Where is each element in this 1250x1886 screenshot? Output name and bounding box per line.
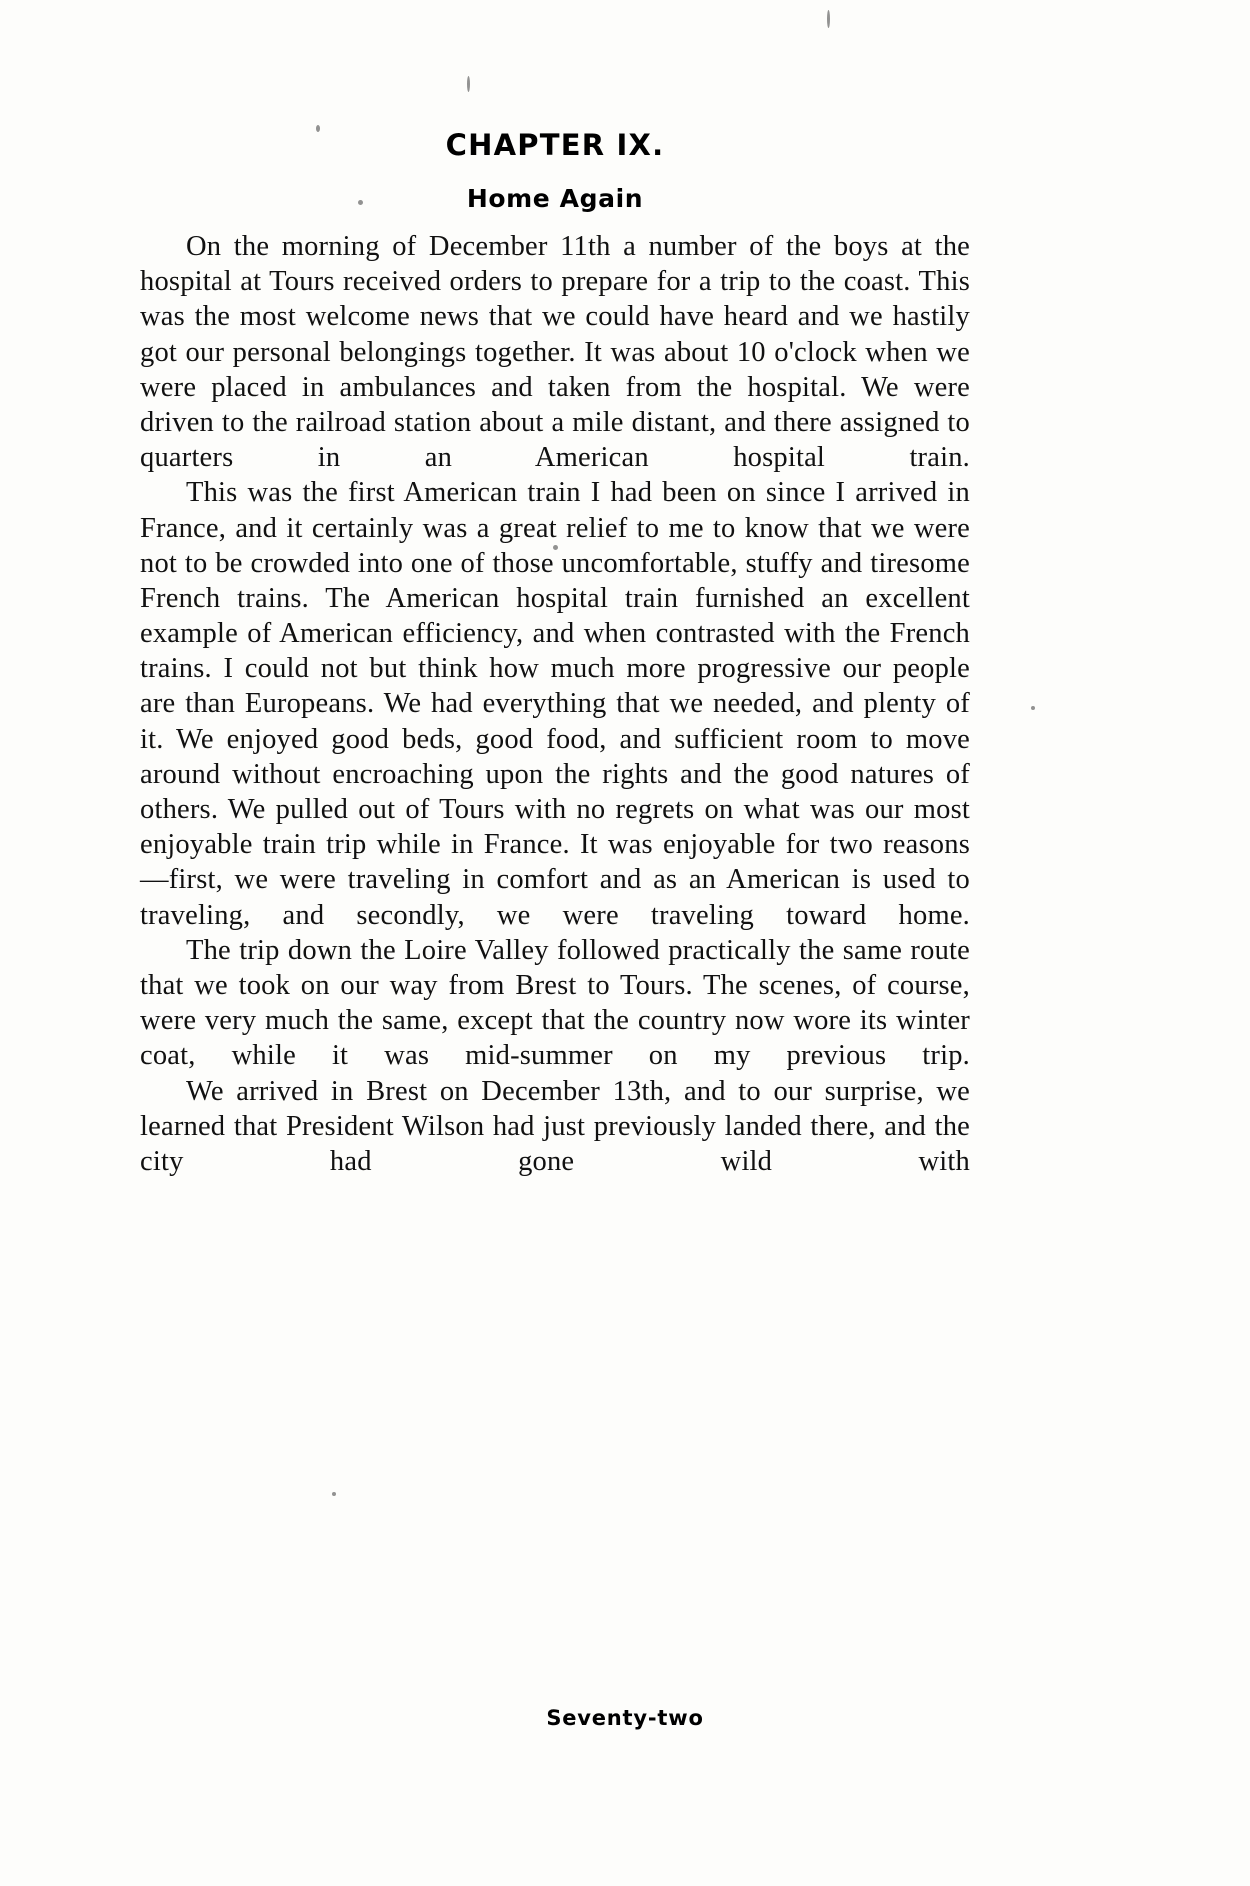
page-content (140, 128, 970, 1179)
chapter-subtitle: Home Again (466, 184, 644, 213)
paragraph: We arrived in Brest on December 13th, and to our surprise, we learned that President Wilson had just previously landed there, and the city had gone wild with (140, 1075, 970, 1177)
page-title: CHAPTER IX. (445, 128, 665, 162)
scan-speck (332, 1492, 336, 1496)
scan-speck (827, 10, 830, 28)
scan-speck (1031, 706, 1035, 710)
paragraph: On the morning of December 11th a number of the boys at the hospital at Tours received orders to prepare for a trip to the coast. This was the most welcome news that we could have heard and we hastily got our personal belongings together. It was about 10 o'clock when we were placed in ambulances and taken from the hospital. We were driven to the railroad station about a mile distant, and there assigned to quarters in an American hospital train. (140, 231, 970, 474)
scan-speck (467, 76, 470, 92)
page-number: Seventy-two (546, 1706, 704, 1730)
paragraph: This was the first American train I had been on since I arrived in France, and it certainly was a great relief to me to know that we were not to be crowded into one of those uncomfortable, stuffy and tiresome French trains. The American hospital train furnished an excellent example of American efficiency, and when contrasted with the French trains. I could not but think how much more progressive our people are than Europeans. We had everything that we needed, and plenty of it. We enjoyed good beds, good food, and sufficient room to move around without encroaching upon the rights and the good natures of others. We pulled out of Tours with no regrets on what was our most enjoyable train trip while in France. It was enjoyable for two reasons—first, we were traveling in comfort and as an American is used to traveling, and secondly, we were traveling toward home. (140, 477, 970, 931)
paragraph: The trip down the Loire Valley followed practically the same route that we took on our way from Brest to Tours. The scenes, of course, were very much the same, except that the country now wore its winter coat, while it was mid-summer on my previous trip. (140, 934, 970, 1072)
